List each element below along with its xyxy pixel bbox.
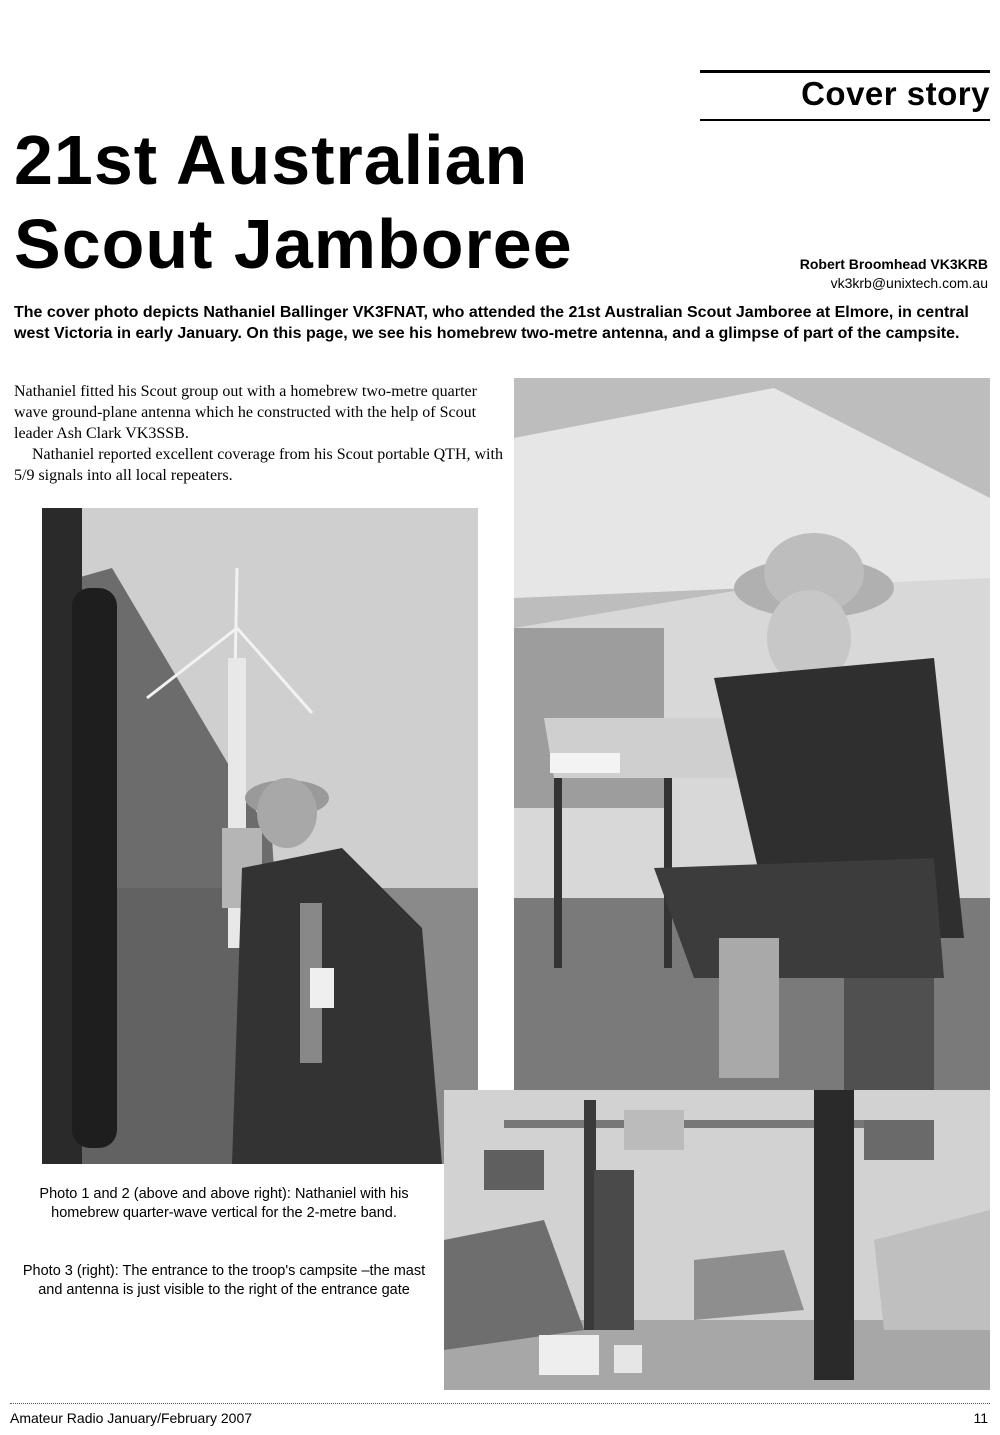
section-heading: Cover story (700, 70, 990, 121)
body-paragraph: Nathaniel reported excellent coverage from his Scout portable QTH, with 5/9 signals into all local repeaters. (14, 446, 503, 484)
title-line-1: 21st Australian (14, 121, 529, 199)
photo-caption-1-2: Photo 1 and 2 (above and above right): Nathaniel with his homebrew quarter-wave vertical for the 2-metre band. (39, 1186, 409, 1221)
title-line-2: Scout Jamboree (14, 205, 573, 283)
byline (800, 255, 988, 293)
body-paragraph: Nathaniel fitted his Scout group out with a homebrew two-metre quarter wave ground-plane antenna which he constructed with the help of Scout leader Ash Clark VK3SSB. (14, 383, 477, 442)
photo-1-antenna (42, 508, 478, 1164)
page-number: 11 (973, 1410, 988, 1426)
article-title (14, 118, 714, 286)
author-email: vk3krb@unixtech.com.au (830, 275, 988, 291)
photo-caption-3: Photo 3 (right): The entrance to the troop's campsite –the mast and antenna is just visible to the right of the entrance gate (22, 1263, 426, 1298)
article-body (14, 381, 504, 486)
footer-divider (10, 1403, 990, 1404)
photo-2-scout-writing (514, 378, 990, 1090)
author-name: Robert Broomhead VK3KRB (799, 256, 988, 272)
standfirst: The cover photo depicts Nathaniel Ballinger VK3FNAT, who attended the 21st Australian Scout Jamboree at Elmore, in central west Victoria in early January. On this page, we see his homebrew two-metre antenna, and a glimpse of part of the campsite. (14, 304, 969, 342)
photo-3-campsite-entrance (444, 1090, 990, 1390)
footer-publication: Amateur Radio January/February 2007 (10, 1410, 253, 1426)
